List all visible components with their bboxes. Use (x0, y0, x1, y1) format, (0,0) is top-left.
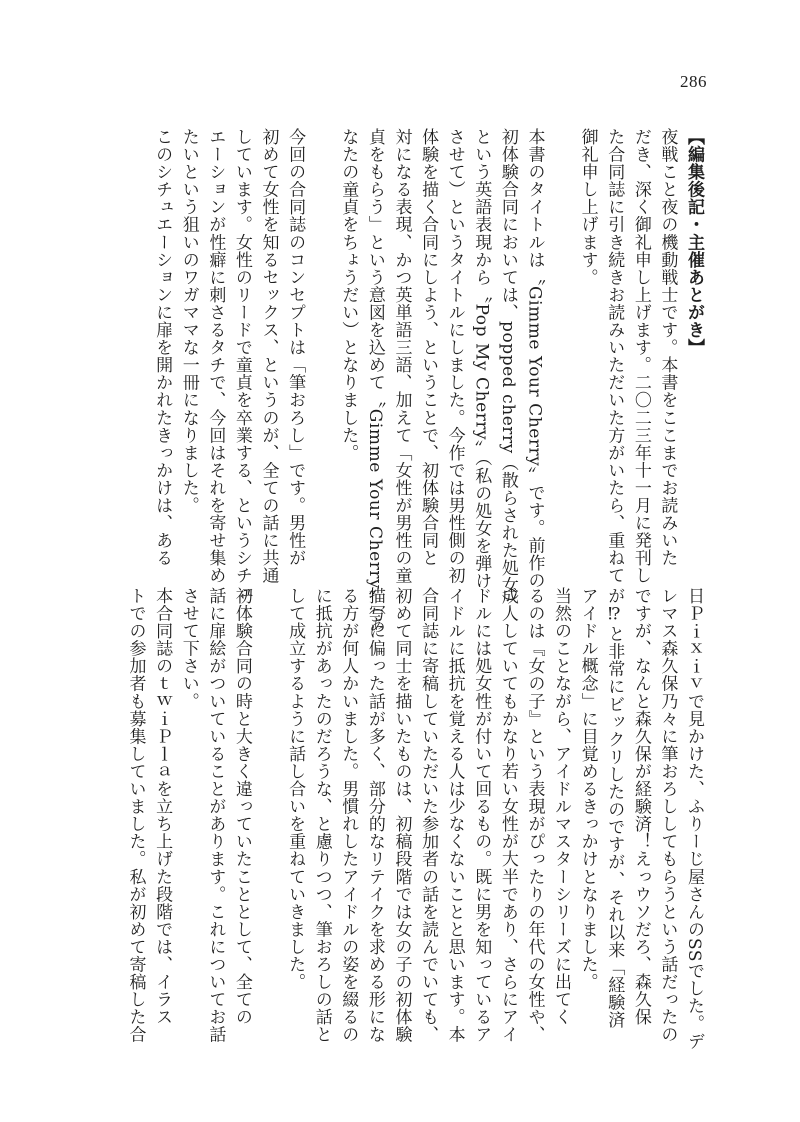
text-column: 夜戦こと夜の機動戦士です。本書をここまでお読みいた (657, 128, 678, 567)
text-column: 当然のことながら、アイドルマスターシリーズに出てく (551, 587, 572, 1026)
text-column: レマス森久保乃々に筆おろししてもらうという話だったの (657, 587, 678, 1044)
text-column: 対になる表現、かつ英単語三語、加えて「女性が男性の童 (391, 128, 412, 585)
text-column: に抵抗があったのだろうな、と慮りつつ、筆おろしの話と (311, 587, 332, 1044)
text-column: 体験を描く合同にしよう、ということで、初体験合同と (418, 128, 439, 567)
text-column: このシチュエーションに扉を開かれたきっかけは、ある (152, 128, 173, 567)
text-column: るのは『女の子』という表現がぴったりの年代の女性や、 (524, 587, 545, 1044)
text-column: たいという狙いのワガママな一冊になりました。 (178, 128, 199, 515)
text-column: 御礼申し上げます。 (577, 128, 598, 286)
text-column: 成人していてもかなり若い女性が大半であり、さらにアイ (497, 587, 518, 1044)
text-column: 初体験合同においては、popped cherry（散らされた処女） (497, 128, 518, 612)
blank-column (308, 128, 335, 566)
text-column: 描写に偏った話が多く、部分的なリテイクを求める形にな (364, 587, 385, 1044)
text-column: エーションが性癖に刺さるタチで、今回はそれを寄せ集め (205, 128, 226, 585)
blank-column (255, 587, 282, 1032)
text-column: 本合同誌のｔｗｉＰｌａを立ち上げた段階では、イラス (152, 587, 173, 1026)
page-number: 286 (680, 72, 707, 91)
text-column: イドルに抵抗を覚える人は少なくないことと思います。本 (444, 587, 465, 1044)
text-column: 日Ｐｉｘｉｖで見かけた、ふりーじ屋さんのSSでした。デ (684, 587, 704, 1050)
blank-column (547, 128, 574, 566)
text-column: させて下さい。 (178, 587, 199, 710)
text-column: 今回の合同誌のコンセプトは「筆おろし」です。男性が (285, 128, 306, 567)
text-column: という英語表現から〝Pop My Cherry〟（私の処女を弾け (471, 128, 492, 590)
text-column: ドルには処女性が付いて回るもの。既に男を知っているア (471, 587, 492, 1044)
text-column: る方が何人かいました。男慣れしたアイドルの姿を綴るの (338, 587, 359, 1044)
text-column: 話に扉絵がついていることがあります。これについてお話 (205, 587, 226, 1044)
text-column: して成立するように話し合いを重ねていきました。 (285, 587, 306, 991)
text-column: 合同誌に寄稿していただいた参加者の話を読んでいても、 (418, 587, 439, 1044)
text-column: しています。女性のリードで童貞を卒業する、というシチュ (231, 128, 252, 602)
afterword-upper-tier (122, 128, 707, 634)
text-column: 初体験合同の時と大きく違っていたこととして、全ての (231, 587, 252, 1026)
text-column: 本書のタイトルは〝Gimme Your Cherry〟です。前作の (524, 128, 545, 590)
text-column: 初めて女性を知るセックス、というのが、全ての話に共通 (258, 128, 279, 585)
text-column: た合同誌に引き続きお読みいただいた方がいたら、重ねて (604, 128, 625, 585)
text-column: だき、深く御礼申し上げます。二〇二三年十一月に発刊し (630, 128, 651, 585)
text-column: アイドル概念」に目覚めるきっかけとなりました。 (577, 587, 598, 991)
text-column: させて）というタイトルにしました。今作では男性側の初 (444, 128, 465, 585)
text-column: トでの参加者も募集していました。私が初めて寄稿した合 (125, 587, 146, 1044)
text-column: 貞をもらう」という意図を込めて〝Gimme Your Cherry〟（あ (364, 128, 385, 634)
text-column: なたの童貞をちょうだい）となりました。 (338, 128, 359, 462)
text-column: が⁉と非常にビックリしたのですが、それ以来「経験済 (604, 587, 625, 1029)
text-column: ですが、なんと森久保が経験済！えっウソだろ、森久保 (630, 587, 651, 1026)
afterword-lower-tier (122, 587, 707, 1050)
text-column: 初めて同士を描いたものは、初稿段階では女の子の初体験 (391, 587, 412, 1044)
afterword-heading: 【編集後記・主催あとがき】 (684, 128, 704, 357)
